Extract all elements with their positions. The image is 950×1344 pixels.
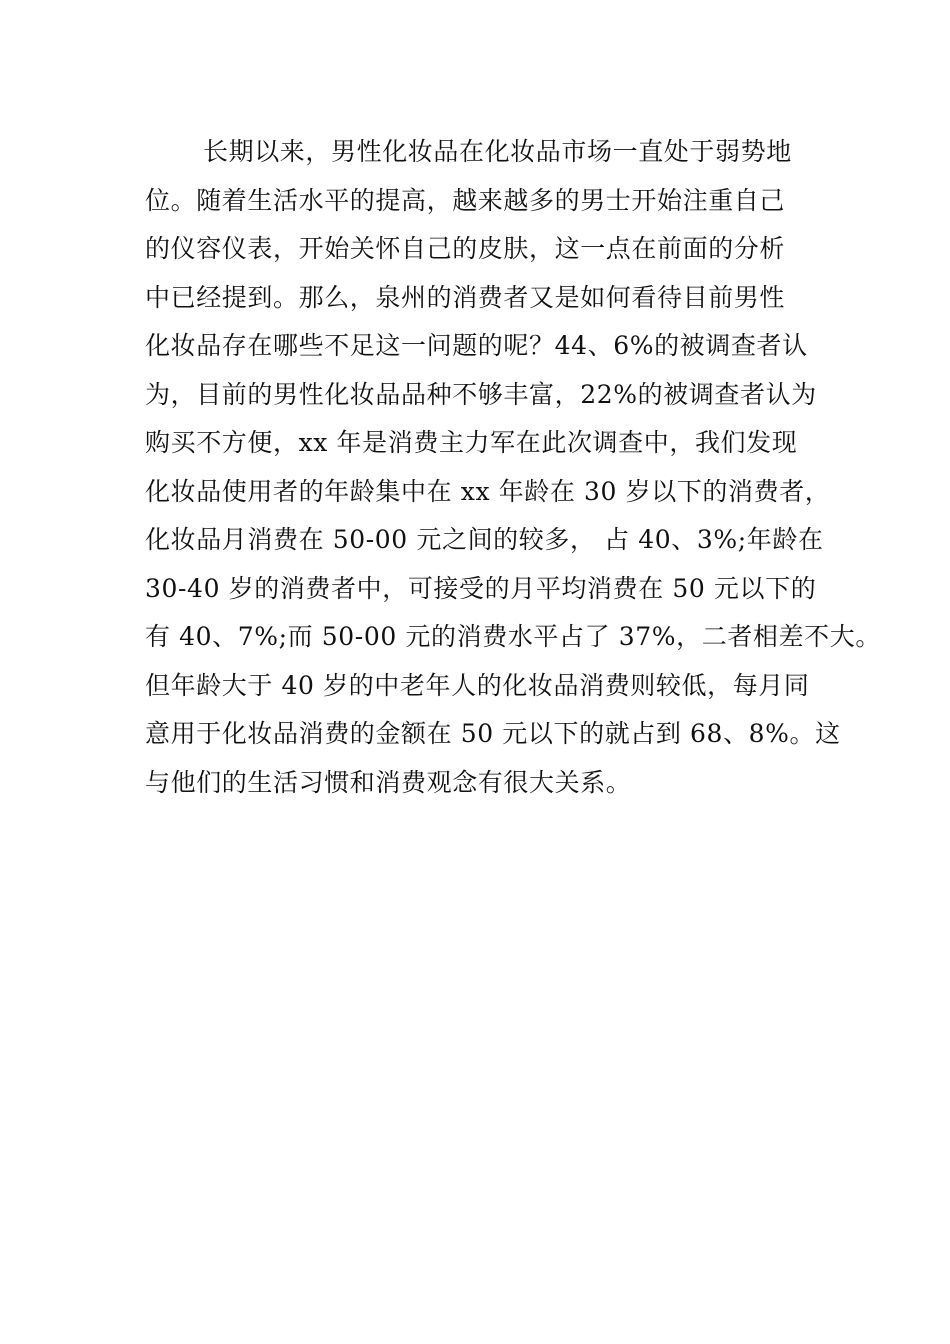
paragraph-line: 有 40、7%;而 50-00 元的消费水平占了 37%，二者相差不大。 xyxy=(145,622,881,651)
paragraph-line: 的仪容仪表，开始关怀自己的皮肤，这一点在前面的分析 xyxy=(145,234,786,263)
paragraph-line: 长期以来，男性化妆品在化妆品市场一直处于弱势地 xyxy=(203,137,792,166)
paragraph-line: 化妆品使用者的年龄集中在 xx 年龄在 30 岁以下的消费者， xyxy=(145,476,831,506)
paragraph-line: 意用于化妆品消费的金额在 50 元以下的就占到 68、8%。这 xyxy=(145,719,841,748)
paragraph-line: 化妆品存在哪些不足这一问题的呢？44、6%的被调查者认 xyxy=(145,331,808,360)
paragraph-line: 30-40 岁的消费者中，可接受的月平均消费在 50 元以下的 xyxy=(145,573,817,603)
paragraph-line: 为，目前的男性化妆品品种不够丰富，22%的被调查者认为 xyxy=(145,379,817,409)
paragraph-line: 化妆品月消费在 50-00 元之间的较多， 占 40、3%;年龄在 xyxy=(145,525,824,554)
paragraph-line: 位。随着生活水平的提高，越来越多的男士开始注重自己 xyxy=(145,185,786,215)
paragraph-line: 中已经提到。那么，泉州的消费者又是如何看待目前男性 xyxy=(145,282,786,312)
paragraph-line: 但年龄大于 40 岁的中老年人的化妆品消费则较低，每月同 xyxy=(145,670,810,700)
paragraph-line: 与他们的生活习惯和消费观念有很大关系。 xyxy=(145,767,632,797)
body-paragraph xyxy=(145,128,881,807)
paragraph-line: 购买不方便，xx 年是消费主力军在此次调查中，我们发现 xyxy=(145,428,798,457)
